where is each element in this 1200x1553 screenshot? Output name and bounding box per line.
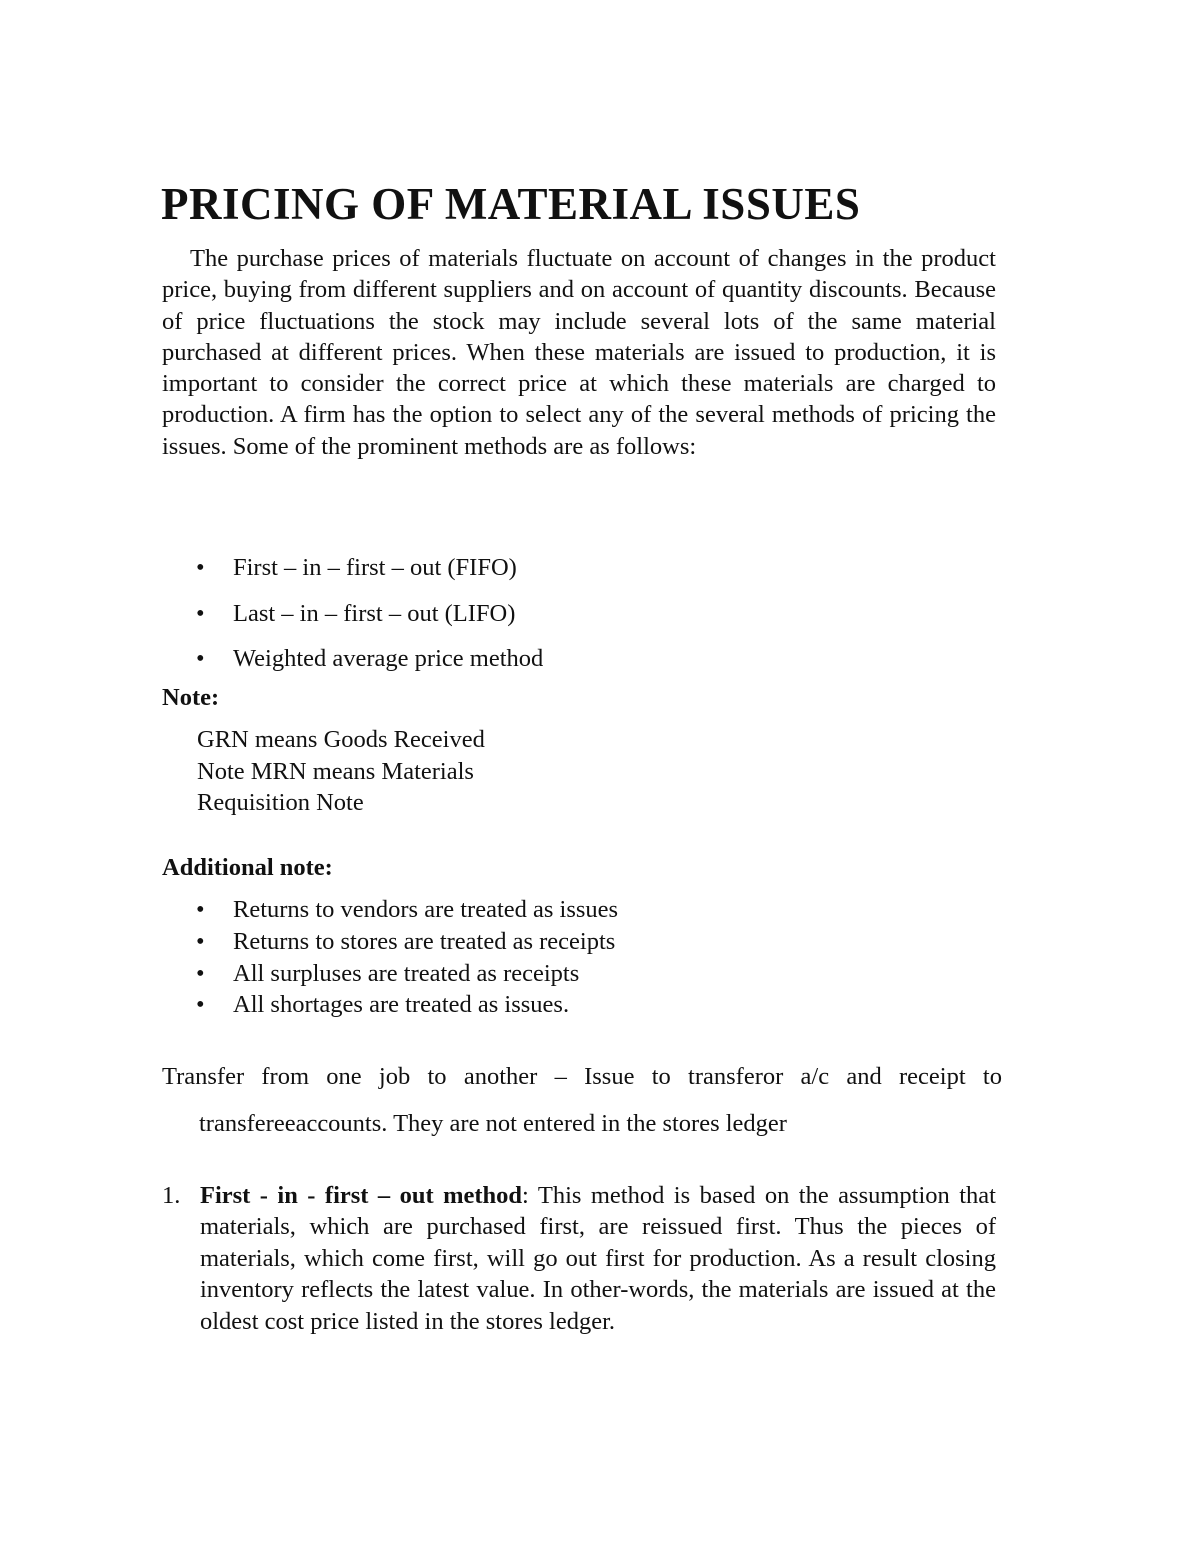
list-item	[196, 989, 618, 1021]
list-item	[196, 591, 543, 637]
bullet-icon: •	[196, 599, 205, 627]
bullet-icon: •	[196, 554, 205, 581]
item-text: : This method is based on the assumption that materials, which are purchased first, are reissued first. Thus the pieces of materials, which come first, will go out first for production. As a result closing inventory reflects the latest value. In other-words, the materials are issued at the oldest cost price listed in the stores ledger.	[200, 1182, 996, 1335]
note-line: Note MRN means Materials	[197, 757, 474, 785]
intro-paragraph: The purchase prices of materials fluctuate on account of changes in the product price, buying from different suppliers and on account of quantity discounts. Because of price fluctuations the stock may include several lots of the same material purchased at different prices. When these materials are issued to production, it is important to consider the correct price at which these materials are charged to production. A firm has the option to select any of the several methods of pricing the issues. Some of the prominent methods are as follows:	[162, 245, 996, 460]
note-heading: Note:	[162, 684, 220, 711]
additional-note-item: Returns to vendors are treated as issues	[233, 896, 619, 923]
additional-note-item: Returns to stores are treated as receipts	[233, 927, 616, 955]
transfer-line: transfereeaccounts. They are not entered in the stores ledger	[199, 1110, 787, 1137]
additional-note-item: All shortages are treated as issues.	[233, 991, 570, 1019]
list-item	[196, 545, 543, 591]
list-item	[196, 926, 618, 958]
note-line: GRN means Goods Received	[197, 726, 485, 753]
methods-list	[196, 545, 543, 682]
bullet-icon: •	[196, 645, 205, 672]
list-item	[196, 636, 543, 682]
note-line: Requisition Note	[197, 789, 364, 816]
item-body	[200, 1180, 996, 1337]
list-item	[196, 958, 618, 990]
bullet-icon: •	[196, 896, 205, 923]
bullet-icon: •	[196, 927, 205, 955]
list-item	[196, 894, 618, 926]
additional-note-item: All surpluses are treated as receipts	[233, 959, 580, 987]
bullet-icon: •	[196, 991, 205, 1019]
method-label: First – in – first – out (FIFO)	[233, 554, 517, 581]
additional-note-heading: Additional note:	[162, 854, 333, 881]
page-title: PRICING OF MATERIAL ISSUES	[161, 179, 861, 229]
item-number: 1.	[162, 1182, 181, 1209]
bullet-icon: •	[196, 959, 205, 987]
method-label: Weighted average price method	[233, 645, 544, 672]
item-lead: First - in - first – out method	[200, 1182, 523, 1209]
additional-note-list	[196, 894, 618, 1021]
transfer-line: Transfer from one job to another – Issue to transferor a/c and receipt to	[162, 1063, 1002, 1090]
numbered-item	[162, 1180, 996, 1337]
note-body	[197, 724, 485, 819]
transfer-paragraph	[162, 1053, 1002, 1147]
method-label: Last – in – first – out (LIFO)	[233, 599, 516, 627]
